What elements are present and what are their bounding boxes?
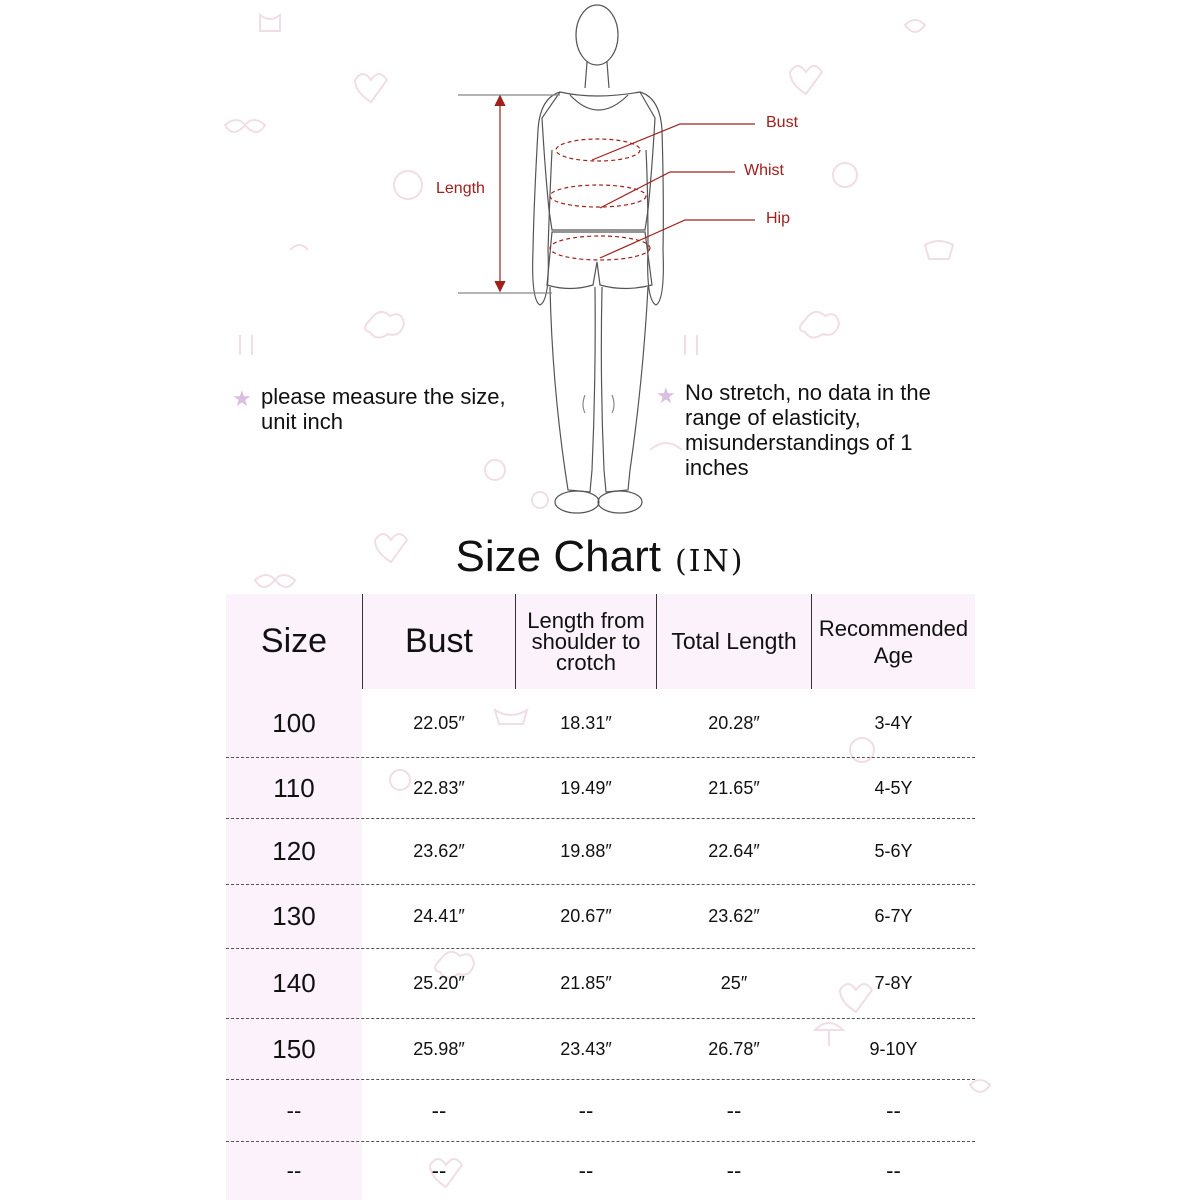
cell-bust: 23.62″ xyxy=(413,841,465,861)
cell-total-length: -- xyxy=(726,1158,742,1183)
bust-leader-line xyxy=(592,124,755,160)
note-right-line: range of elasticity, xyxy=(685,405,861,430)
note-left xyxy=(261,384,506,434)
cell-age: 4-5Y xyxy=(874,777,913,798)
cell-length: 18.31″ xyxy=(560,712,612,733)
cell-length: 21.85″ xyxy=(560,973,612,993)
waist-leader-line xyxy=(600,172,735,208)
note-left-line: please measure the size, xyxy=(261,384,506,409)
cell-length: 23.43″ xyxy=(560,1038,612,1059)
table-row xyxy=(226,885,975,948)
cell-length: 20.67″ xyxy=(560,906,612,926)
star-icon: ★ xyxy=(656,383,676,408)
note-right-line: inches xyxy=(685,455,749,480)
cell-bust: 25.98″ xyxy=(413,1038,465,1059)
note-right-line: No stretch, no data in the xyxy=(685,380,931,405)
cell-bust: -- xyxy=(431,1158,447,1183)
table-row xyxy=(226,1080,975,1141)
figure-left-arm xyxy=(533,92,560,305)
figure-right-foot xyxy=(598,491,642,513)
cell-size: 110 xyxy=(273,772,315,803)
cell-size: 130 xyxy=(272,901,316,931)
header-length-line: shoulder to xyxy=(531,629,641,654)
cell-bust: 25.20″ xyxy=(413,973,465,993)
note-left-line: unit inch xyxy=(261,409,343,434)
table-row xyxy=(226,1019,975,1079)
table-row xyxy=(226,689,975,757)
cell-age: -- xyxy=(886,1097,901,1123)
cell-age: -- xyxy=(886,1158,901,1183)
table-row xyxy=(226,949,975,1018)
header-recommended-age xyxy=(812,594,975,689)
cell-size: 140 xyxy=(272,968,316,998)
figure-left-leg xyxy=(550,287,595,492)
cell-age: 6-7Y xyxy=(874,906,913,926)
figure-neck xyxy=(585,62,609,88)
hip-label: Hip xyxy=(766,210,791,227)
cell-bust: 22.05″ xyxy=(413,712,465,733)
cell-length: -- xyxy=(578,1158,594,1183)
table-row xyxy=(226,1142,975,1200)
cell-total-length: 25″ xyxy=(720,973,748,993)
cell-total-length: 21.65″ xyxy=(708,777,760,798)
figure-left-foot xyxy=(555,491,599,513)
cell-size: -- xyxy=(286,1158,302,1183)
title-unit: (IN) xyxy=(674,544,745,579)
cell-total-length: 22.64″ xyxy=(708,841,760,861)
table-row xyxy=(226,758,975,818)
cell-bust: 22.83″ xyxy=(413,777,465,798)
figure-head xyxy=(576,5,618,65)
waist-measure-ellipse xyxy=(550,185,646,207)
cell-size: 150 xyxy=(272,1033,316,1064)
figure-right-leg xyxy=(601,287,648,492)
cell-length: 19.88″ xyxy=(560,841,612,861)
waist-label: Whist xyxy=(744,162,784,179)
cell-age: 9-10Y xyxy=(869,1038,918,1059)
header-age-line: Age xyxy=(873,642,914,668)
header-length-line: crotch xyxy=(556,650,616,675)
cell-total-length: 26.78″ xyxy=(708,1038,760,1059)
header-bust: Bust xyxy=(404,622,474,660)
header-size: Size xyxy=(260,622,328,660)
header-length-line: Length from xyxy=(527,608,645,633)
cell-size: 100 xyxy=(272,707,316,738)
header-length xyxy=(516,594,656,689)
cell-size: 120 xyxy=(272,836,316,866)
hip-leader-line xyxy=(600,220,755,258)
header-total-length: Total Length xyxy=(671,628,797,654)
length-label: Length xyxy=(436,180,485,197)
star-icon: ★ xyxy=(232,386,252,411)
note-right xyxy=(685,380,931,480)
note-right-line: misunderstandings of 1 xyxy=(685,430,913,455)
cell-size: -- xyxy=(286,1097,302,1123)
cell-length: -- xyxy=(578,1097,594,1123)
cell-bust: -- xyxy=(431,1097,447,1123)
cell-total-length: 23.62″ xyxy=(708,906,760,926)
bust-label: Bust xyxy=(766,114,799,131)
cell-age: 5-6Y xyxy=(874,841,913,861)
header-age-line: Recommended xyxy=(818,615,969,641)
cell-age: 3-4Y xyxy=(874,712,913,733)
figure-right-arm xyxy=(640,92,663,305)
cell-total-length: 20.28″ xyxy=(708,712,760,733)
cell-total-length: -- xyxy=(726,1097,742,1123)
cell-length: 19.49″ xyxy=(560,777,612,798)
size-chart-title xyxy=(0,532,1200,582)
cell-age: 7-8Y xyxy=(874,973,913,993)
cell-bust: 24.41″ xyxy=(413,906,465,926)
table-row xyxy=(226,819,975,884)
title-text: Size Chart xyxy=(455,532,661,581)
hip-measure-ellipse xyxy=(550,236,650,260)
